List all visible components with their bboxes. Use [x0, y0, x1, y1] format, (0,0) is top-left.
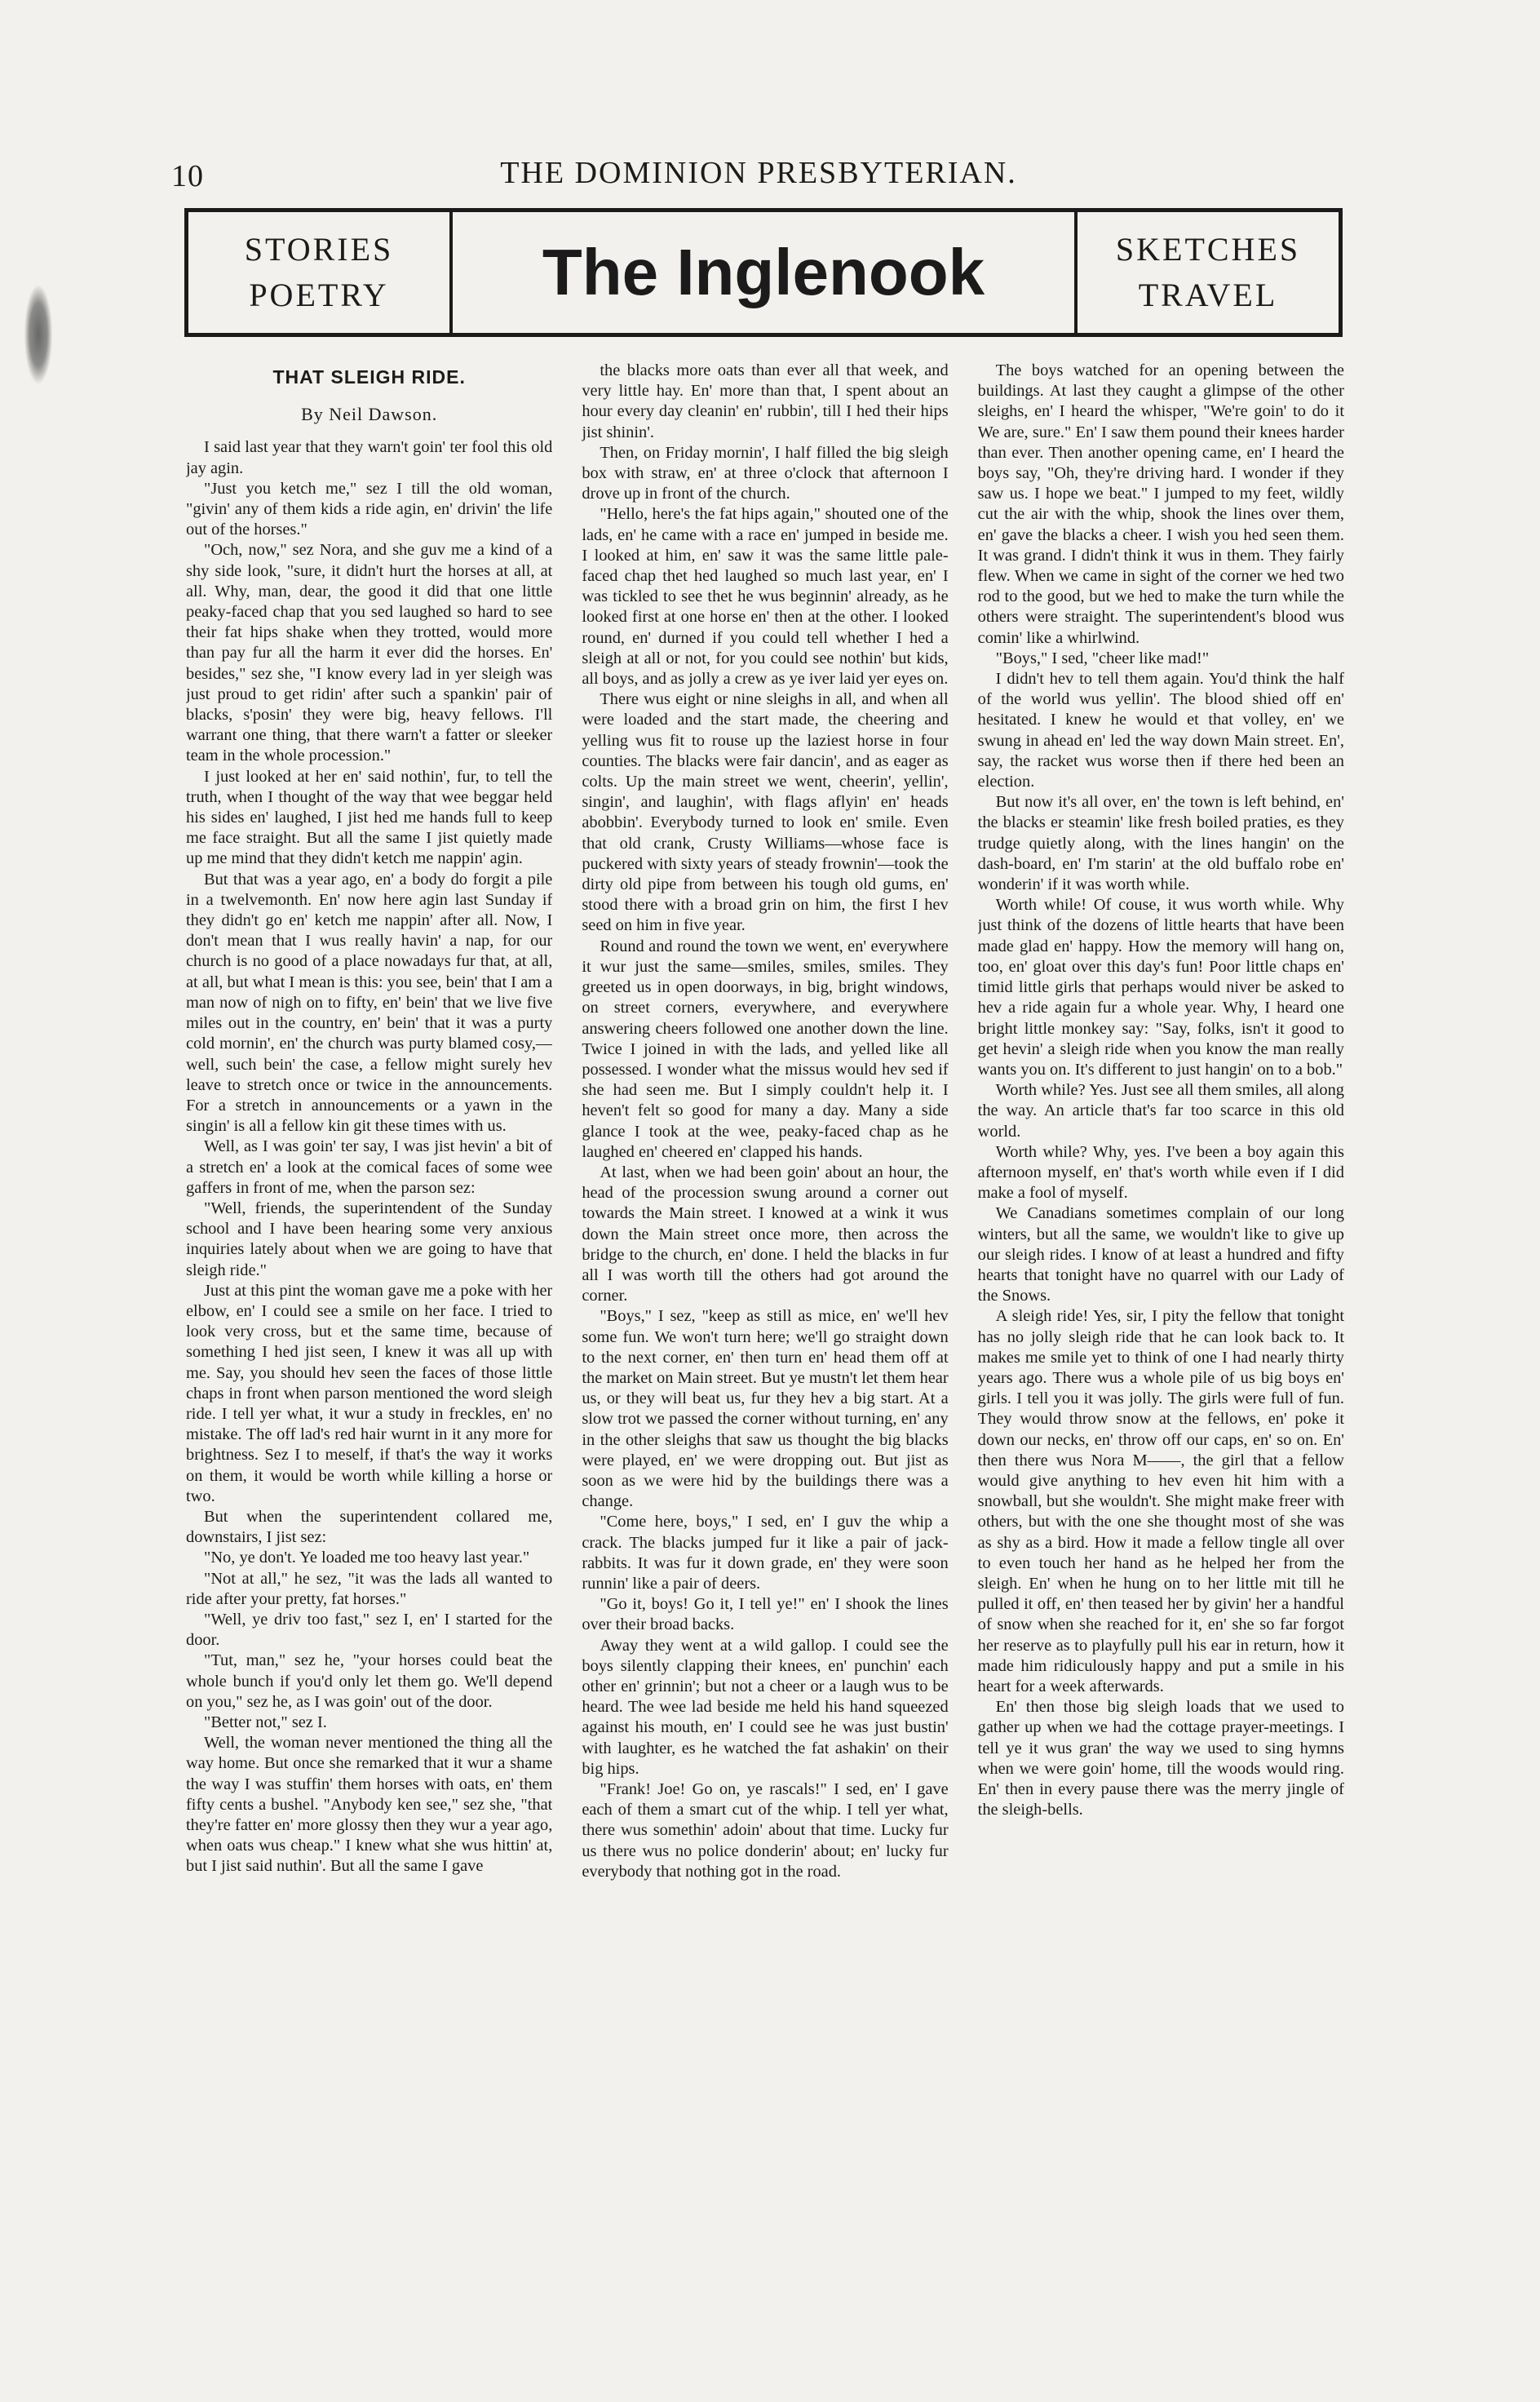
column-1 — [186, 361, 552, 2351]
paragraph: "Just you ketch me," sez I till the old woman, "givin' any of them kids a ride agin, en' drivin' the life out of the horses." — [186, 479, 553, 539]
ink-blot — [24, 286, 52, 383]
paragraph: Worth while? Why, yes. I've been a boy again this afternoon myself, en' that's worth while even if I did make a fool of myself. — [977, 1142, 1344, 1203]
banner-label-poetry: POETRY — [249, 277, 389, 313]
column-2 — [582, 361, 948, 2351]
banner-label-travel: TRAVEL — [1138, 277, 1278, 313]
paragraph: Worth while! Of couse, it wus worth while. Why just think of the dozens of little hearts that have been made glad en' happy. How the memory will hang on, too, en' gloat over this day's fun! Poor little chaps en' timid little girls that perhaps would niver be asked to hev a ride again fur a whole year. Why, I heard one bright little monkey say: "Say, folks, isn't it good to get hevin' a sleigh ride when you know the man really wants you on. It's different to just hangin' on to a bob." — [977, 896, 1344, 1079]
paragraph: Round and round the town we went, en' everywhere it wur just the same—smiles, smiles, smiles. They greeted us in open doorways, in big, bright windows, on street corners, everywhere, and everywhere answering cheers followed one another down the line. Twice I joined in with the lads, and yelled like all possessed. I wonder what the missus would hev sed if she had seen me. But I simply couldn't help it. I heven't felt so good for many a day. Many a side glance I took at the wee, peaky-faced chap as he laughed en' cheered en' clapped his hands. — [582, 937, 949, 1161]
column-3 — [978, 361, 1344, 2351]
section-title: The Inglenook — [542, 236, 985, 308]
banner-label-sketches: SKETCHES — [1115, 231, 1301, 268]
paragraph: "Come here, boys," I sed, en' I guv the whip a crack. The blacks jumped fur it like a pair of jack-rabbits. It was fur it down grade, en' they were soon runnin' like a pair of deers. — [582, 1513, 949, 1593]
paragraph: Well, the woman never mentioned the thing all the way home. But once she remarked that it wur a shame the way I was stuffin' them horses with oats, en' them fifty cents a bushel. "Anybody ken see," sez she, "that they're fatter en' more glossy then they wur a year ago, when oats wus cheap." I knew what she wus hittin' at, but I jist said nuthin'. But all the same I gave — [186, 1734, 553, 1876]
paragraph: "Well, friends, the superintendent of the Sunday school and I have been hearing some very anxious inquiries lately about when we are going to have that sleigh ride." — [186, 1199, 553, 1279]
paragraph: "No, ye don't. Ye loaded me too heavy last year." — [204, 1549, 530, 1567]
paragraph: A sleigh ride! Yes, sir, I pity the fellow that tonight has no jolly sleigh ride that he can look back to. It makes me smile yet to think of one I had nearly thirty years ago. There wus a whole pile of us big boys en' girls. I tell you it was jolly. The girls were full of fun. They would throw snow at the fellows, en' poke it down our necks, en' throw off our caps, en' so on. En' then there wus Nora M——, the girl that a fellow would give anything to hev even hit him with a snowball, but she wouldn't. She might make freer with others, but with the one she thought most of she was as shy as a bird. How it made a fellow tingle all over to even touch her hand as he helped her from the sleigh. En' when he hung on to her little mit till he pulled it off, en' then teased her by givin' her a handful of snow when she reached for it, en' she so far forgot her reserve as to playfully pull his ear in return, how it made him ridiculously happy and put a smile in his heart for a week afterwards. — [977, 1307, 1344, 1695]
paragraph: I said last year that they warn't goin' ter fool this old jay agin. — [186, 438, 553, 477]
paragraph: "Hello, here's the fat hips again," shouted one of the lads, en' he came with a race en' jumped in beside me. I looked at him, en' saw it was the same little pale-faced chap thet hed laughed so much last year, en' I was tickled to see thet he wus beginnin' already, as he looked first at one horse en' then at the other. I looked round, en' durned if you could tell whether I hed a sleigh at all or not, for you could see nothin' but kids, all boys, and as jolly a crew as ye iver laid yer eyes on. — [582, 505, 949, 689]
paragraph: Well, as I was goin' ter say, I was jist hevin' a bit of a stretch en' a look at the comical faces of some wee gaffers in front of me, when the parson sez: — [186, 1137, 553, 1197]
paragraph: En' then those big sleigh loads that we used to gather up when we had the cottage prayer-meetings. I tell ye it wus gran' the way we used to sing hymns when we were goin' home, till the woods would ring. En' then in every pause there was the merry jingle of the sleigh-bells. — [977, 1698, 1344, 1819]
paragraph: I just looked at her en' said nothin', fur, to tell the truth, when I thought of the way that wee beggar held his sides en' laughed, I jist hed me hands full to keep me face straight. But all the same I jist quietly made up me mind that they didn't ketch me nappin' agin. — [186, 767, 553, 868]
page-number: 10 — [171, 159, 204, 193]
paragraph: Then, on Friday mornin', I half filled the big sleigh box with straw, en' at three o'clock that afternoon I drove up in front of the church. — [582, 443, 949, 503]
paragraph: I didn't hev to tell them again. You'd think the half of the world wus yellin'. The blood shied off en' hesitated. I knew he would et that volley, en' we swung in ahead en' led the way down Main street. En', say, the racket wus worse then if there hed been an election. — [977, 670, 1344, 791]
paragraph: "Better not," sez I. — [204, 1713, 327, 1731]
paragraph: Away they went at a wild gallop. I could see the boys silently clapping their knees, en' punchin' each other en' grinnin'; but not a cheer or a laugh wus to be heard. The wee lad beside me held his hand squeezed against his mouth, en' I could see he was just bustin' with laughter, es he watched the fat ashakin' on their big hips. — [582, 1636, 949, 1778]
paragraph: There wus eight or nine sleighs in all, and when all were loaded and the start made, the cheering and yelling wus fit to rouse up the laziest horse in four counties. The blacks were fair dancin', and as eager as colts. Up the main street we went, cheerin', yellin', singin', and laughin', with flags aflyin' en' heads abobbin'. Everybody turned to look en' smile. Even that old crank, Crusty Williams—whose face is puckered with sixty years of steady frownin'—took the dirty old pipe from between his tough old gums, en' stood there with a broad grin on him, the first I hev seed on him in five year. — [582, 690, 949, 935]
paragraph: "Och, now," sez Nora, and she guv me a kind of a shy side look, "sure, it didn't hurt the horses at all, at all. Why, man, dear, the good it did that one little peaky-faced chap that you sed laughed so hard to see their fat hips shake when they trotted, would more than pay fur all the harm it ever did the horses. En' besides," sez she, "I know every lad in yer sleigh was just proud to get ridin' after such a spankin' pair of blacks, s'posin' they were big, heavy fellows. I'll warrant one thing, that there warn't a fatter or sleeker team in the whole procession." — [186, 541, 553, 765]
paragraph: the blacks more oats than ever all that week, and very little hay. En' more than that, I spent about an hour every day cleanin' en' rubbin', till I hed their hips jist shinin'. — [582, 361, 949, 441]
paragraph: "Go it, boys! Go it, I tell ye!" en' I shook the lines over their broad backs. — [582, 1595, 949, 1634]
paragraph: "Boys," I sed, "cheer like mad!" — [995, 649, 1210, 667]
paragraph: "Boys," I sez, "keep as still as mice, en' we'll hev some fun. We won't turn here; we'll go straight down to the next corner, en' then turn en' head them off at the market on Main street. But ye mustn't let them hear us, or they will beat us, fur they hev a big start. At a slow trot we passed the corner without turning, en' any in the other sleighs that saw us thought the big blacks were played, en' we were dropping out. But jist as soon as we were hid by the buildings there was a change. — [582, 1307, 949, 1511]
paragraph: "Well, ye driv too fast," sez I, en' I started for the door. — [186, 1610, 553, 1650]
article-columns — [186, 361, 1344, 2351]
story-byline: By Neil Dawson. — [301, 404, 438, 425]
page — [171, 0, 1346, 2402]
banner-right-box — [1074, 212, 1339, 333]
journal-title: THE DOMINION PRESBYTERIAN. — [500, 156, 1017, 190]
running-head — [171, 155, 1346, 196]
paragraph: "Frank! Joe! Go on, ye rascals!" I sed, en' I gave each of them a smart cut of the whip. I tell yer what, there wus somethin' adoin' about that time. Lucky fur us there wus no police donderin' about; en' lucky fur everybody that nothing got in the road. — [582, 1780, 949, 1881]
section-banner — [184, 208, 1343, 337]
paragraph: But when the superintendent collared me, downstairs, I jist sez: — [186, 1507, 553, 1547]
paragraph: We Canadians sometimes complain of our long winters, but all the same, we wouldn't like to give up our sleigh rides. I know of at least a hundred and fifty hearts that tonight have no quarrel with our Lady of the Snows. — [977, 1204, 1344, 1305]
paragraph: Worth while? Yes. Just see all them smiles, all along the way. An article that's far too scarce in this old world. — [977, 1081, 1344, 1141]
banner-left-box — [188, 212, 453, 333]
paragraph: But that was a year ago, en' a body do forgit a pile in a twelvemonth. En' now here agin last Sunday if they didn't go en' ketch me nappin' after all. Now, I don't mean that I wus really havin' a nap, for our church is no good of a place nowadays fur that, at all, at all, but what I mean is this: you see, bein' that I am a man now of nigh on to fifty, en' bein' that we live five miles out in the country, en' bein' that it was a purty cold mornin', en' the church was purty blamed cosy,—well, such bein' the case, a fellow might surely hev leave to stretch once or twice in the announcements. For a stretch in announcements or a yawn in the singin' is all a fellow kin git these times with us. — [186, 870, 553, 1136]
paragraph: Just at this pint the woman gave me a poke with her elbow, en' I could see a smile on her face. I tried to look very cross, but et the same time, because of something I hed jist seen, I knew it was all up with me. Say, you should hev seen the faces of those little chaps in front when parson mentioned the word sleigh ride. I tell yer what, it wur a study in freckles, en' no mistake. The off lad's red hair wurnt in it any more for brightness. Sez I to meself, if that's the way it works on them, it would be worth while killing a horse or two. — [186, 1281, 553, 1505]
paragraph: "Not at all," he sez, "it was the lads all wanted to ride after your pretty, fat horses." — [186, 1569, 553, 1608]
paragraph: At last, when we had been goin' about an hour, the head of the procession swung around a corner out towards the Main street. I knowed at a wink it wus down the Main street once more, then across the bridge to the church, en' done. I held the blacks in fur all I was worth till the others had got around the corner. — [582, 1163, 949, 1305]
story-title: THAT SLEIGH RIDE. — [272, 366, 466, 388]
banner-label-stories: STORIES — [244, 231, 394, 268]
paragraph: "Tut, man," sez he, "your horses could beat the whole bunch if you'd only let them go. We'll depend on you," sez he, as I was goin' out of the door. — [186, 1651, 553, 1711]
paragraph: The boys watched for an opening between the buildings. At last they caught a glimpse of the other sleighs, en' I heard the whisper, "We're goin' to do it We are, sure." En' I saw them pound their knees harder than ever. Then another opening came, en' I heard the boys say, "Oh, they're driving hard. I wonder if they saw us. I hope we beat." I jumped to my feet, wildly cut the air with the whip, shook the lines over them, en' gave the blacks a cheer. I wish you hed seen them. It was grand. I didn't think it wus in them. They fairly flew. When we came in sight of the corner we hed two rod to the good, but we hed to make the turn while the others were straight. The superintendent's blood wus comin' like a whirlwind. — [977, 361, 1344, 647]
paragraph: But now it's all over, en' the town is left behind, en' the blacks er steamin' like fresh boiled praties, es they trudge quietly along, with the lines hangin' on the dash-board, en' I'm starin' at the old buffalo robe en' wonderin' if it was worth while. — [977, 793, 1344, 894]
